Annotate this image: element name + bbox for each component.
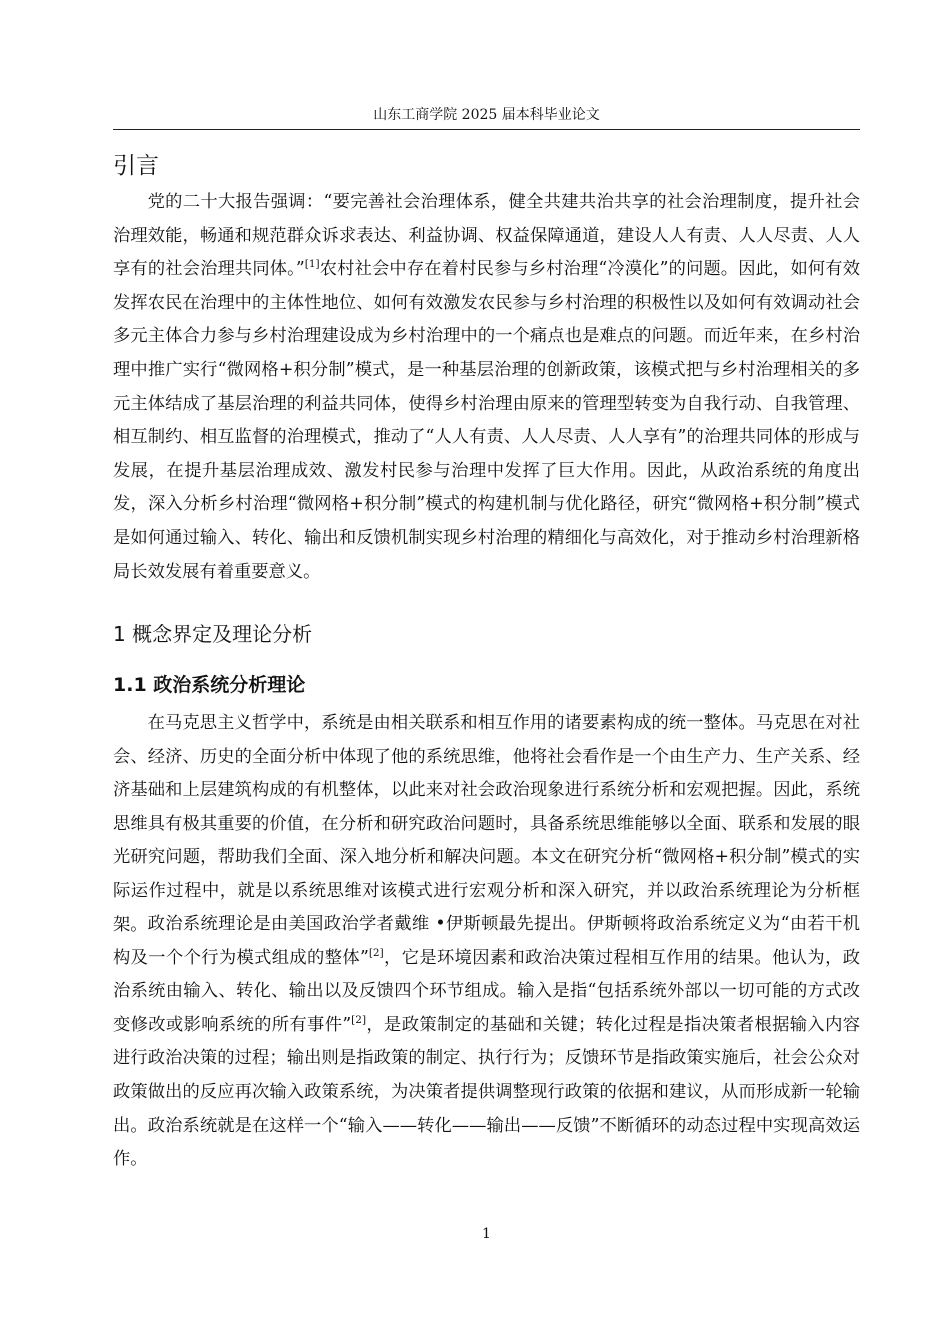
- citation-2a: [2]: [368, 946, 384, 959]
- subsection-paragraph-2: [113, 908, 860, 1177]
- para2-text-a: 政治系统理论是由美国政治学者戴维 •伊斯顿最先提出。伊斯顿将政治系统定义为“由若干机构及一个个行为模式组成的整体”: [113, 914, 860, 968]
- citation-1: [1]: [304, 258, 320, 271]
- para2-text-c: ，是政策制定的基础和关键；转化过程是指决策者根据输入内容进行政治决策的过程；输出则是指政策的制定、执行行为；反馈环节是指政策实施后，社会公众对政策做出的反应再次输入政策系统，为决策者提供调整现行政策的依据和建议，从而形成新一轮输出。政治系统就是在这样一个“输入——转化——输出——反馈”不断循环的动态过程中实现高效运作。: [113, 1014, 860, 1170]
- header-rule: [113, 129, 860, 130]
- intro-heading: 引言: [113, 153, 159, 179]
- page-header: 山东工商学院 2025 届本科毕业论文: [373, 107, 600, 123]
- intro-text-a: 党的二十大报告强调：“要完善社会治理体系，健全共建共治共享的社会治理制度，提升社会治理效能，畅通和规范群众诉求表达、利益协调、权益保障通道，建设人人有责、人人尽责、人人享有的社会治理共同体。”: [113, 192, 860, 280]
- page-number: 1: [482, 1226, 491, 1242]
- subsection-paragraph-1: 在马克思主义哲学中，系统是由相关联系和相互作用的诸要素构成的统一整体。马克思在对社会、经济、历史的全面分析中体现了他的系统思维，他将社会看作是一个由生产力、生产关系、经济基础和上层建筑构成的有机整体，以此来对社会政治现象进行系统分析和宏观把握。因此，系统思维具有极其重要的价值，在分析和研究政治问题时，具备系统思维能够以全面、联系和发展的眼光研究问题，帮助我们全面、深入地分析和解决问题。本文在研究分析“微网格+积分制”模式的实际运作过程中，就是以系统思维对该模式进行宏观分析和深入研究，并以政治系统理论为分析框架。: [113, 713, 860, 935]
- para2-text-b: ，它是环境因素和政治决策过程相互作用的结果。他认为，政治系统由输入、转化、输出以及反馈四个环节组成。输入是指“包括系统外部以一切可能的方式改变修改或影响系统的所有事件”: [113, 947, 860, 1035]
- subsection-heading: 1.1 政治系统分析理论: [113, 674, 306, 696]
- intro-text-b: 农村社会中存在着村民参与乡村治理“冷漠化”的问题。因此，如何有效发挥农民在治理中的主体性地位、如何有效激发农民参与乡村治理的积极性以及如何有效调动社会多元主体合力参与乡村治理建设成为乡村治理中的一个痛点也是难点的问题。而近年来，在乡村治理中推广实行“微网格+积分制”模式，是一种基层治理的创新政策，该模式把与乡村治理相关的多元主体结成了基层治理的利益共同体，使得乡村治理由原来的管理型转变为自我行动、自我管理、相互制约、相互监督的治理模式，推动了“人人有责、人人尽责、人人享有”的治理共同体的形成与发展，在提升基层治理成效、激发村民参与治理中发挥了巨大作用。因此，从政治系统的角度出发，深入分析乡村治理“微网格+积分制”模式的构建机制与优化路径，研究“微网格+积分制”模式是如何通过输入、转化、输出和反馈机制实现乡村治理的精细化与高效化，对于推动乡村治理新格局长效发展有着重要意义。: [113, 259, 860, 582]
- intro-paragraph: [113, 186, 860, 589]
- citation-2b: [2]: [351, 1014, 367, 1027]
- section-heading: 1 概念界定及理论分析: [113, 622, 313, 646]
